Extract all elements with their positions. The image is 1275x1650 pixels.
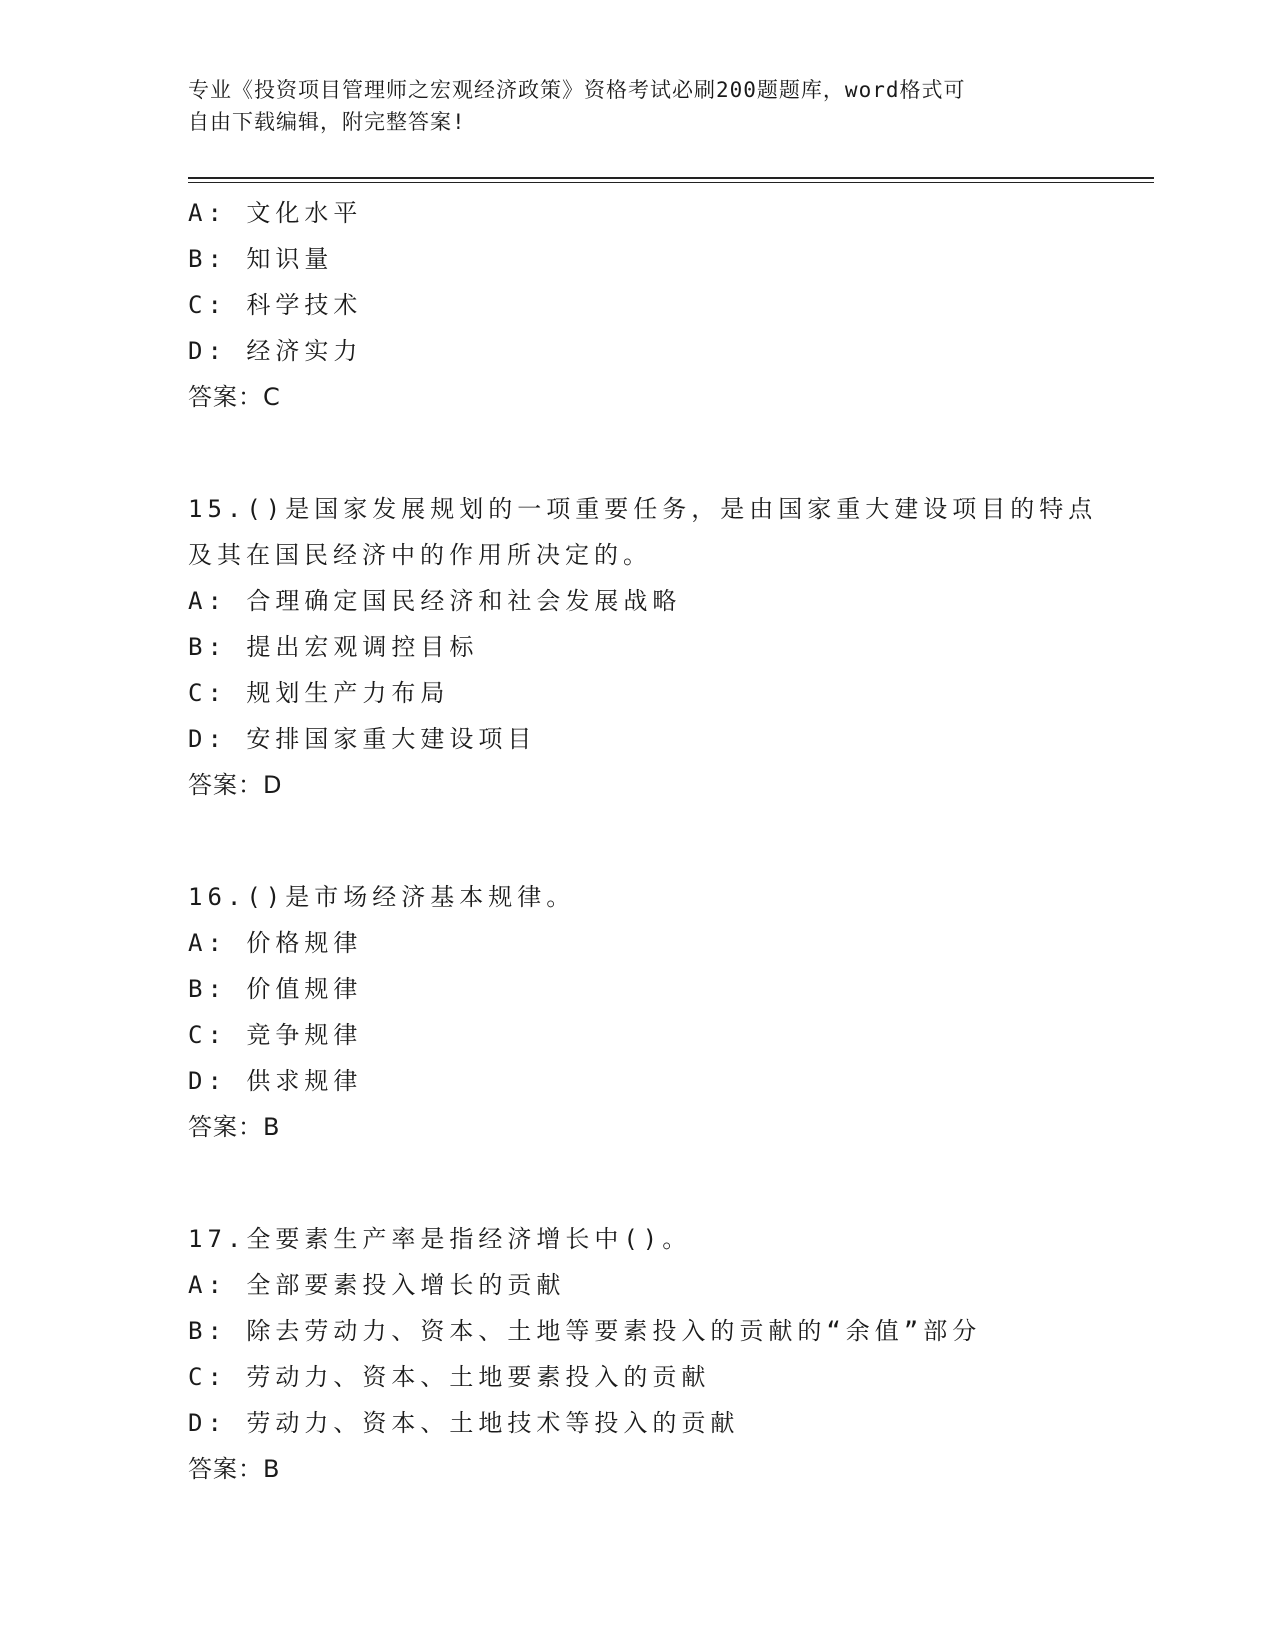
header-line-2: 自由下载编辑，附完整答案! bbox=[188, 110, 466, 134]
question-stem-cont: 及其在国民经济中的作用所决定的。 bbox=[188, 541, 652, 569]
option-d: D: 安排国家重大建设项目 bbox=[188, 725, 537, 753]
option-b: B: 知识量 bbox=[188, 245, 334, 273]
answer-line: 答案：B bbox=[188, 1113, 281, 1141]
option-b: B: 价值规律 bbox=[188, 975, 363, 1003]
option-d: D: 劳动力、资本、土地技术等投入的贡献 bbox=[188, 1409, 740, 1437]
header-rule-thick bbox=[188, 177, 1154, 179]
option-a: A: 价格规律 bbox=[188, 929, 363, 957]
question-17 bbox=[188, 1216, 1148, 1492]
question-stem: 16.()是市场经济基本规律。 bbox=[188, 883, 576, 911]
option-c: C: 竞争规律 bbox=[188, 1021, 363, 1049]
question-14 bbox=[188, 190, 1148, 420]
option-a: A: 文化水平 bbox=[188, 199, 363, 227]
option-c: C: 劳动力、资本、土地要素投入的贡献 bbox=[188, 1363, 711, 1391]
option-d: D: 供求规律 bbox=[188, 1067, 363, 1095]
question-stem: 17.全要素生产率是指经济增长中()。 bbox=[188, 1225, 692, 1253]
option-b: B: 提出宏观调控目标 bbox=[188, 633, 479, 661]
question-list bbox=[188, 190, 1148, 1492]
option-c: C: 科学技术 bbox=[188, 291, 363, 319]
question-stem: 15.()是国家发展规划的一项重要任务，是由国家重大建设项目的特点 bbox=[188, 495, 1098, 523]
answer-line: 答案：D bbox=[188, 771, 283, 799]
answer-line: 答案：B bbox=[188, 1455, 281, 1483]
option-a: A: 全部要素投入增长的贡献 bbox=[188, 1271, 566, 1299]
option-a: A: 合理确定国民经济和社会发展战略 bbox=[188, 587, 682, 615]
answer-line: 答案：C bbox=[188, 383, 281, 411]
option-b: B: 除去劳动力、资本、土地等要素投入的贡献的“余值”部分 bbox=[188, 1317, 982, 1345]
header-rule-thin bbox=[188, 182, 1154, 183]
question-15 bbox=[188, 486, 1148, 808]
option-c: C: 规划生产力布局 bbox=[188, 679, 450, 707]
header-line-1: 专业《投资项目管理师之宏观经济政策》资格考试必刷200题题库，word格式可 bbox=[188, 78, 966, 102]
document-header bbox=[188, 74, 1088, 138]
question-16 bbox=[188, 874, 1148, 1150]
option-d: D: 经济实力 bbox=[188, 337, 363, 365]
